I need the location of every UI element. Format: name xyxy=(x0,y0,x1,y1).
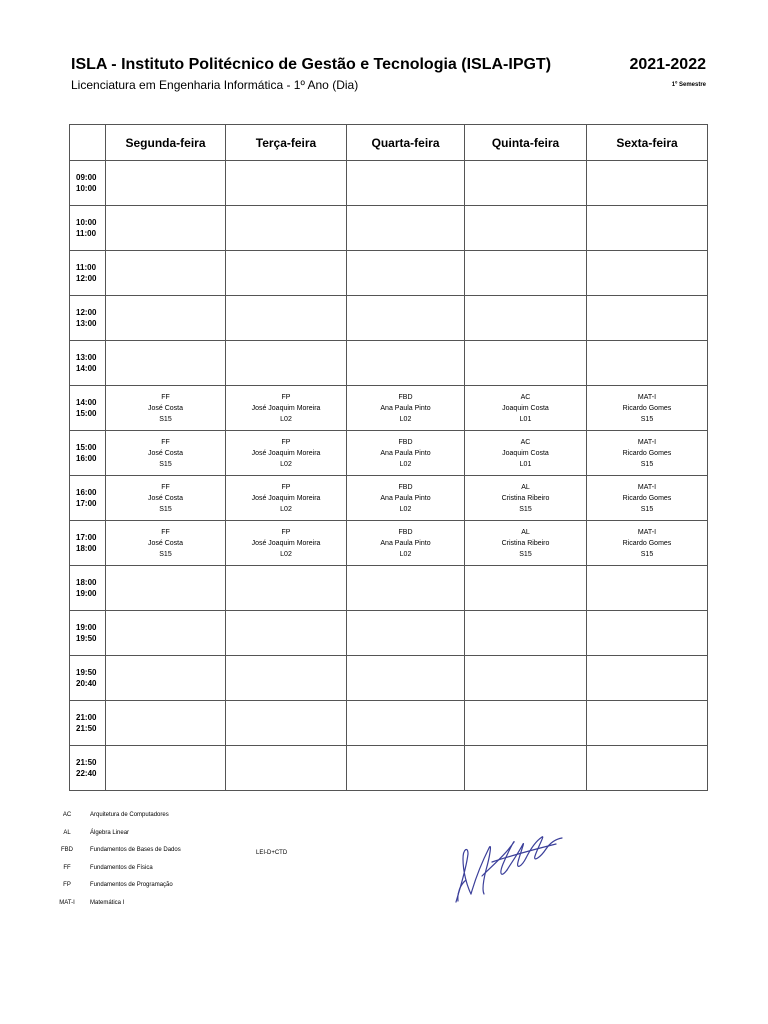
schedule-cell xyxy=(226,476,347,521)
class-course: FF xyxy=(161,393,170,401)
class-course: FP xyxy=(281,483,291,491)
schedule-body xyxy=(70,161,708,791)
signature-icon xyxy=(452,832,576,909)
schedule-cell xyxy=(106,206,226,251)
end-time: 22:40 xyxy=(76,769,97,778)
class-room: S15 xyxy=(640,460,654,468)
end-time: 12:00 xyxy=(76,274,97,283)
class-room: S15 xyxy=(519,505,532,513)
legend-abbreviation: AL xyxy=(63,829,71,836)
class-course: FF xyxy=(161,483,170,491)
time-slot-label xyxy=(70,476,106,521)
schedule-cell xyxy=(347,341,465,386)
start-time: 11:00 xyxy=(76,263,97,272)
class-room: S15 xyxy=(519,550,532,558)
class-room: L02 xyxy=(399,550,412,558)
start-time: 16:00 xyxy=(76,488,97,497)
schedule-cell xyxy=(106,431,226,476)
end-time: 15:00 xyxy=(76,409,97,418)
time-slot-label xyxy=(70,611,106,656)
legend-course-name: Fundamentos de Física xyxy=(90,864,153,871)
schedule-cell xyxy=(587,746,708,791)
time-slot-label xyxy=(70,566,106,611)
class-room: S15 xyxy=(159,415,172,423)
time-row xyxy=(70,521,708,566)
class-code: LEI-D+CTD xyxy=(256,850,288,856)
schedule-cell xyxy=(587,701,708,746)
class-course: FBD xyxy=(398,393,413,401)
schedule-cell xyxy=(347,386,465,431)
time-row xyxy=(70,701,708,746)
class-course: FBD xyxy=(398,483,413,491)
class-course: AL xyxy=(521,528,530,536)
time-slot-label xyxy=(70,431,106,476)
class-course: AC xyxy=(520,438,531,446)
class-course: MAT-I xyxy=(637,528,657,536)
class-room: L02 xyxy=(399,460,412,468)
time-row xyxy=(70,296,708,341)
schedule-cell xyxy=(465,521,587,566)
time-slot-label xyxy=(70,656,106,701)
end-time: 21:50 xyxy=(76,724,97,733)
time-row xyxy=(70,161,708,206)
class-teacher: José Joaquim Moreira xyxy=(251,404,321,412)
class-teacher: José Costa xyxy=(147,404,184,412)
weekday-header: Quarta-feira xyxy=(347,125,465,161)
schedule-cell xyxy=(587,611,708,656)
legend-course-name: Fundamentos de Programação xyxy=(90,882,173,888)
schedule-cell xyxy=(347,566,465,611)
time-row xyxy=(70,341,708,386)
end-time: 19:50 xyxy=(76,634,97,643)
start-time: 10:00 xyxy=(76,218,97,227)
schedule-cell xyxy=(465,206,587,251)
time-slot-label xyxy=(70,296,106,341)
class-teacher: Ricardo Gomes xyxy=(622,449,672,457)
class-teacher: Ana Paula Pinto xyxy=(380,539,431,547)
class-teacher: José Costa xyxy=(147,449,184,457)
institution-title: ISLA - Instituto Politécnico de Gestão e Tecnologia (ISLA-IPGT) xyxy=(71,56,552,73)
start-time: 14:00 xyxy=(76,398,97,407)
schedule-cell xyxy=(106,296,226,341)
schedule-cell xyxy=(106,341,226,386)
legend-course-name: Arquitetura de Computadores xyxy=(90,812,169,818)
schedule-cell xyxy=(465,386,587,431)
schedule-cell xyxy=(347,161,465,206)
end-time: 10:00 xyxy=(76,184,97,193)
class-course: FBD xyxy=(398,438,413,446)
class-teacher: Ricardo Gomes xyxy=(622,539,672,547)
class-room: L02 xyxy=(399,415,412,423)
end-time: 20:40 xyxy=(76,679,97,688)
class-teacher: Ana Paula Pinto xyxy=(380,404,431,412)
schedule-cell xyxy=(347,206,465,251)
weekday-header: Segunda-feira xyxy=(106,125,226,161)
class-room: L01 xyxy=(519,460,532,468)
schedule-cell xyxy=(465,746,587,791)
schedule-cell xyxy=(347,251,465,296)
class-room: L02 xyxy=(280,550,292,558)
class-course: MAT-I xyxy=(637,438,657,446)
class-teacher: Joaquim Costa xyxy=(502,449,549,457)
end-time: 16:00 xyxy=(76,454,97,463)
time-slot-label xyxy=(70,341,106,386)
class-course: FP xyxy=(281,528,291,536)
time-row xyxy=(70,746,708,791)
schedule-cell xyxy=(587,656,708,701)
time-slot-label xyxy=(70,386,106,431)
weekday-header-row xyxy=(70,125,708,161)
schedule-cell xyxy=(587,251,708,296)
schedule-cell xyxy=(465,611,587,656)
legend-abbreviation: AC xyxy=(62,812,72,818)
schedule-cell xyxy=(106,701,226,746)
class-teacher: Cristina Ribeiro xyxy=(501,539,550,547)
schedule-cell xyxy=(347,296,465,341)
class-teacher: Ricardo Gomes xyxy=(622,494,672,502)
schedule-cell xyxy=(465,656,587,701)
time-slot-label xyxy=(70,161,106,206)
class-room: S15 xyxy=(640,505,654,513)
corner-cell xyxy=(70,125,106,161)
schedule-cell xyxy=(465,161,587,206)
time-row xyxy=(70,386,708,431)
schedule-cell xyxy=(347,701,465,746)
class-teacher: Joaquim Costa xyxy=(502,404,549,412)
weekday-header: Sexta-feira xyxy=(587,125,708,161)
time-slot-label xyxy=(70,251,106,296)
schedule-cell xyxy=(226,701,347,746)
schedule-cell xyxy=(226,341,347,386)
end-time: 14:00 xyxy=(76,364,97,373)
time-slot-label xyxy=(70,746,106,791)
schedule-cell xyxy=(347,746,465,791)
time-row xyxy=(70,431,708,476)
class-course: FP xyxy=(281,438,291,446)
schedule-cell xyxy=(587,161,708,206)
schedule-cell xyxy=(226,206,347,251)
schedule-cell xyxy=(226,656,347,701)
class-teacher: José Joaquim Moreira xyxy=(251,494,321,502)
schedule-cell xyxy=(347,476,465,521)
time-slot-label xyxy=(70,206,106,251)
end-time: 18:00 xyxy=(76,544,97,553)
class-room: S15 xyxy=(640,415,654,423)
schedule-cell xyxy=(106,386,226,431)
start-time: 15:00 xyxy=(76,443,97,452)
schedule-cell xyxy=(347,656,465,701)
class-room: L01 xyxy=(519,415,532,423)
start-time: 19:50 xyxy=(76,668,97,677)
weekday-header: Quinta-feira xyxy=(465,125,587,161)
class-course: AC xyxy=(520,393,531,401)
start-time: 21:50 xyxy=(76,758,97,767)
weekday-header: Terça-feira xyxy=(226,125,347,161)
end-time: 17:00 xyxy=(76,499,97,508)
schedule-cell xyxy=(465,341,587,386)
schedule-cell xyxy=(226,386,347,431)
start-time: 12:00 xyxy=(76,308,97,317)
schedule-cell xyxy=(587,296,708,341)
schedule-cell xyxy=(106,746,226,791)
legend-abbreviation: FF xyxy=(63,864,71,871)
class-course: FF xyxy=(161,528,170,536)
schedule-cell xyxy=(587,476,708,521)
course-subtitle: Licenciatura em Engenharia Informática - 1º Ano (Dia) xyxy=(71,78,359,92)
time-slot-label xyxy=(70,701,106,746)
schedule-cell xyxy=(587,386,708,431)
legend-abbreviation: FBD xyxy=(61,847,73,853)
time-slot-label xyxy=(70,521,106,566)
class-room: L02 xyxy=(399,505,412,513)
time-row xyxy=(70,206,708,251)
class-room: S15 xyxy=(159,505,172,513)
time-row xyxy=(70,611,708,656)
start-time: 09:00 xyxy=(76,173,97,182)
schedule-cell xyxy=(465,296,587,341)
time-row xyxy=(70,476,708,521)
start-time: 19:00 xyxy=(76,623,97,632)
class-course: MAT-I xyxy=(637,393,657,401)
time-row xyxy=(70,656,708,701)
end-time: 11:00 xyxy=(76,229,97,238)
schedule-cell xyxy=(226,746,347,791)
legend-course-name: Fundamentos de Bases de Dados xyxy=(90,847,181,853)
time-row xyxy=(70,566,708,611)
time-row xyxy=(70,251,708,296)
class-teacher: Ana Paula Pinto xyxy=(380,449,431,457)
class-course: AL xyxy=(521,483,530,491)
class-course: FBD xyxy=(398,528,413,536)
schedule-cell xyxy=(465,701,587,746)
schedule-cell xyxy=(106,251,226,296)
class-teacher: Cristina Ribeiro xyxy=(501,494,550,502)
legend-abbreviation: FP xyxy=(63,882,71,888)
schedule-cell xyxy=(106,161,226,206)
schedule-table xyxy=(69,124,708,791)
schedule-cell xyxy=(106,521,226,566)
schedule-cell xyxy=(226,296,347,341)
schedule-cell xyxy=(226,251,347,296)
schedule-cell xyxy=(226,566,347,611)
end-time: 19:00 xyxy=(76,589,97,598)
start-time: 13:00 xyxy=(76,353,97,362)
class-course: FP xyxy=(281,393,291,401)
class-room: L02 xyxy=(280,460,292,468)
schedule-cell xyxy=(106,566,226,611)
class-room: L02 xyxy=(280,505,292,513)
schedule-cell xyxy=(106,611,226,656)
schedule-cell xyxy=(465,476,587,521)
schedule-cell xyxy=(226,611,347,656)
schedule-cell xyxy=(587,431,708,476)
legend-course-name: Matemática I xyxy=(90,899,125,906)
schedule-cell xyxy=(347,521,465,566)
schedule-cell xyxy=(347,611,465,656)
schedule-cell xyxy=(347,431,465,476)
legend-course-name: Álgebra Linear xyxy=(90,829,130,836)
class-course: FF xyxy=(161,438,170,446)
schedule-cell xyxy=(587,206,708,251)
schedule-cell xyxy=(587,566,708,611)
schedule-cell xyxy=(226,161,347,206)
schedule-cell xyxy=(465,431,587,476)
schedule-cell xyxy=(465,251,587,296)
class-teacher: José Costa xyxy=(147,494,184,502)
class-room: S15 xyxy=(159,550,172,558)
schedule-cell xyxy=(226,431,347,476)
start-time: 17:00 xyxy=(76,533,97,542)
class-teacher: José Costa xyxy=(147,539,184,547)
legend-abbreviation: MAT-I xyxy=(59,899,75,906)
schedule-cell xyxy=(106,476,226,521)
class-room: S15 xyxy=(159,460,172,468)
end-time: 13:00 xyxy=(76,319,97,328)
class-teacher: Ricardo Gomes xyxy=(622,404,672,412)
academic-year: 2021-2022 xyxy=(629,56,706,73)
class-room: S15 xyxy=(640,550,654,558)
class-room: L02 xyxy=(280,415,292,423)
start-time: 18:00 xyxy=(76,578,97,587)
schedule-cell xyxy=(226,521,347,566)
schedule-cell xyxy=(587,341,708,386)
class-course: MAT-I xyxy=(637,483,657,491)
class-teacher: Ana Paula Pinto xyxy=(380,494,431,502)
class-teacher: José Joaquim Moreira xyxy=(251,449,321,457)
semester-label: 1º Semestre xyxy=(671,82,706,88)
class-teacher: José Joaquim Moreira xyxy=(251,539,321,547)
schedule-cell xyxy=(106,656,226,701)
start-time: 21:00 xyxy=(76,713,97,722)
schedule-cell xyxy=(465,566,587,611)
schedule-cell xyxy=(587,521,708,566)
